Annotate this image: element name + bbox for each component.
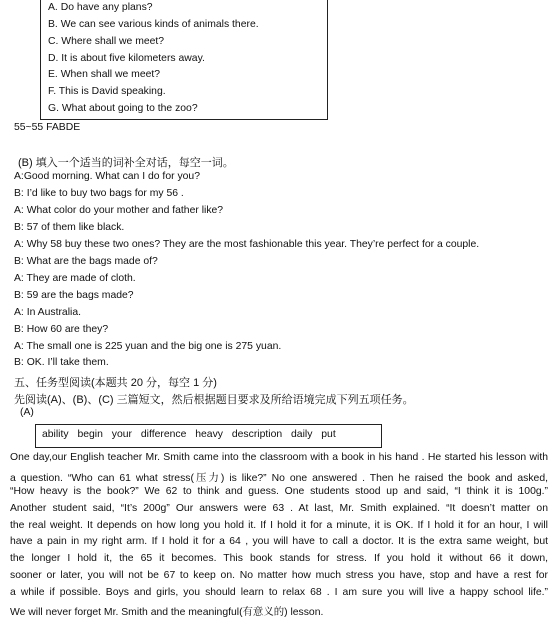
passage-line: a while if possible. Boys and girls, you should learn to relax 68 . I am sure you will live a happy school life.” — [10, 587, 548, 598]
passage-line: sooner or later, you will not be 67 to keep on. No matter how much stress you have, stop and have a rest for — [10, 570, 548, 581]
passage-line: “How heavy is the book?” We 62 to think and guess. One students stood up and said, “I think it is 100g.” — [10, 486, 548, 497]
section-b-title: (B) 填入一个适当的词补全对话，每空一词。 — [18, 157, 234, 169]
passage-line: We will never forget Mr. Smith and the meaningful(有意义的) lesson. — [10, 607, 324, 618]
passage-line: the longer I hold it, the 65 it becomes. This book stands for stress. If you hold it without 66 it down, — [10, 553, 548, 564]
word-bank — [42, 429, 336, 440]
dialogue-line: A:Good morning. What can I do for you? — [14, 171, 200, 182]
dialogue-line: A: What color do your mother and father like? — [14, 205, 224, 216]
word-bank-item: description — [231, 429, 283, 440]
option-f: F. This is David speaking. — [48, 86, 166, 97]
word-bank-item: heavy — [195, 429, 223, 440]
word-bank-item: difference — [140, 429, 187, 440]
word-bank-item: put — [321, 429, 336, 440]
dialogue-line: B: OK. I’ll take them. — [14, 357, 109, 368]
word-bank-box — [35, 424, 382, 448]
dialogue-line: A: They are made of cloth. — [14, 273, 136, 284]
dialogue-line: B: How 60 are they? — [14, 324, 109, 335]
options-box — [40, 0, 328, 120]
option-a: A. Do have any plans? — [48, 2, 153, 13]
passage-line: have a pain in my right arm. If I hold it for a 64 , you will have to call a doctor. It is the extra same weight, but — [10, 536, 548, 547]
passage-line: a question. “Who can 61 what stress(压力) is like?” No one answered . Then he raised the book and asked, — [10, 473, 548, 484]
dialogue-line: A: The small one is 225 yuan and the big one is 275 yuan. — [14, 341, 282, 352]
passage-line: Another student said, “It’s 200g” Our answers were 63 . At last, Mr. Smith explained. “It doesn’t matter on — [10, 503, 548, 514]
word-bank-item: begin — [77, 429, 103, 440]
option-c: C. Where shall we meet? — [48, 36, 165, 47]
option-e: E. When shall we meet? — [48, 69, 161, 80]
dialogue-line: A: In Australia. — [14, 307, 81, 318]
option-d: D. It is about five kilometers away. — [48, 53, 205, 64]
option-b: B. We can see various kinds of animals there. — [48, 19, 259, 30]
passage-line: One day,our English teacher Mr. Smith came into the classroom with a book in his hand . He started his lesson with — [10, 452, 548, 463]
word-bank-item: daily — [291, 429, 313, 440]
word-bank-item: your — [111, 429, 133, 440]
section5-instruction: 先阅读(A)、(B)、(C) 三篇短文，然后根据题目要求及所给语境完成下列五项任务。 — [14, 394, 414, 406]
dialogue-line: B: I’d like to buy two bags for my 56 . — [14, 188, 184, 199]
dialogue-line: B: 59 are the bags made? — [14, 290, 134, 301]
dialogue-line: B: 57 of them like black. — [14, 222, 125, 233]
word-bank-item: ability — [42, 429, 69, 440]
section5-title: 五、任务型阅读(本题共 20 分，每空 1 分) — [14, 377, 217, 389]
answer-line: 55~55 FABDE — [14, 122, 81, 133]
dialogue-line: A: Why 58 buy these two ones? They are the most fashionable this year. They’re perfect for a couple. — [14, 239, 480, 250]
option-g: G. What about going to the zoo? — [48, 103, 198, 114]
passage-line: the real weight. It depends on how long you hold it. If I hold it for a minute, it is OK. If I hold it for an hour, I will — [10, 520, 548, 531]
part-a-label: (A) — [20, 407, 34, 418]
dialogue-line: B: What are the bags made of? — [14, 256, 158, 267]
